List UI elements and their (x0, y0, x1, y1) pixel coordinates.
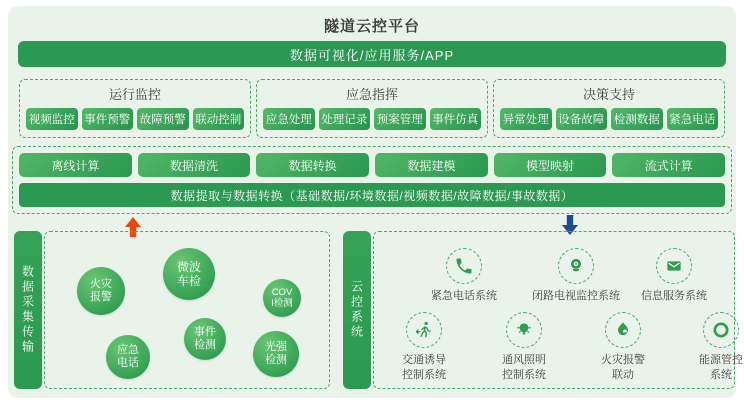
system-cctv-monitoring[interactable]: 闭路电视监控系统 (521, 248, 631, 304)
data-extraction-bar: 数据提取与数据转换（基础数据/环境数据/视频数据/故障数据/事故数据） (19, 183, 725, 207)
chip-detection-data[interactable]: 检测数据 (611, 108, 663, 130)
group-emergency-command (256, 79, 488, 138)
mail-icon (656, 248, 692, 284)
chip-plan-management[interactable]: 预案管理 (374, 108, 426, 130)
data-processing-box (12, 146, 732, 214)
system-emergency-phone[interactable]: 紧急电话系统 (409, 248, 519, 304)
module-data-conversion[interactable]: 数据转换 (256, 153, 369, 177)
data-collection-panel (14, 231, 330, 389)
chip-video-monitoring[interactable]: 视频监控 (26, 108, 78, 130)
chip-anomaly-handling[interactable]: 异常处理 (500, 108, 552, 130)
chip-emergency-handling[interactable]: 应急处理 (263, 108, 315, 130)
sensor-microwave-vehicle-detection[interactable]: 微波车检 (163, 248, 215, 300)
module-model-mapping[interactable]: 模型映射 (494, 153, 607, 177)
system-ventilation-lighting[interactable]: 通风照明控制系统 (489, 312, 559, 383)
page-title: 隧道云控平台 (323, 18, 420, 35)
platform-container (8, 6, 743, 398)
chip-event-warning[interactable]: 事件预警 (82, 108, 134, 130)
system-traffic-guidance[interactable]: 交通诱导控制系统 (389, 312, 459, 383)
sensor-event-detection[interactable]: 事件检测 (184, 318, 226, 360)
phone-icon (446, 248, 482, 284)
group-title: 运行监控 (108, 87, 161, 102)
system-information-service[interactable]: 信息服务系统 (619, 248, 729, 304)
cloud-control-side-label: 云控系统 (343, 231, 371, 389)
light-bulb-icon (506, 312, 542, 348)
sensor-light-intensity-detection[interactable]: 光强检测 (253, 331, 299, 377)
chip-emergency-call[interactable]: 紧急电话 (667, 108, 719, 130)
module-offline-computing[interactable]: 离线计算 (19, 153, 132, 177)
cctv-camera-icon (558, 248, 594, 284)
app-services-bar: 数据可视化/应用服务/APP (18, 41, 726, 67)
group-decision-support (493, 79, 725, 138)
group-operation-monitoring (19, 79, 251, 138)
module-data-modeling[interactable]: 数据建模 (375, 153, 488, 177)
group-title: 应急指挥 (345, 87, 398, 102)
running-person-icon (406, 312, 442, 348)
chip-handling-records[interactable]: 处理记录 (319, 108, 371, 130)
systems-area (373, 231, 743, 389)
chip-fault-warning[interactable]: 故障预警 (137, 108, 189, 130)
chip-linkage-control[interactable]: 联动控制 (193, 108, 245, 130)
system-energy-management[interactable]: 能源管控系统 (686, 312, 744, 383)
module-stream-computing[interactable]: 流式计算 (612, 153, 725, 177)
sensor-area (44, 231, 330, 389)
chip-equipment-failure[interactable]: 设备故障 (556, 108, 608, 130)
cloud-control-panel (343, 231, 743, 389)
energy-ring-icon (703, 312, 739, 348)
group-title: 决策支持 (582, 87, 635, 102)
application-groups (19, 79, 725, 138)
system-fire-alarm-linkage[interactable]: 火灾报警联动 (588, 312, 658, 383)
flame-icon (605, 312, 641, 348)
sensor-fire-alarm[interactable]: 火灾报警 (77, 267, 125, 315)
module-data-cleaning[interactable]: 数据清洗 (138, 153, 251, 177)
sensor-covi-detection[interactable]: COVI检测 (263, 279, 301, 317)
data-collection-side-label: 数据采集传输 (14, 231, 42, 389)
chip-event-simulation[interactable]: 事件仿真 (430, 108, 482, 130)
sensor-emergency-phone[interactable]: 应急电话 (106, 335, 150, 379)
